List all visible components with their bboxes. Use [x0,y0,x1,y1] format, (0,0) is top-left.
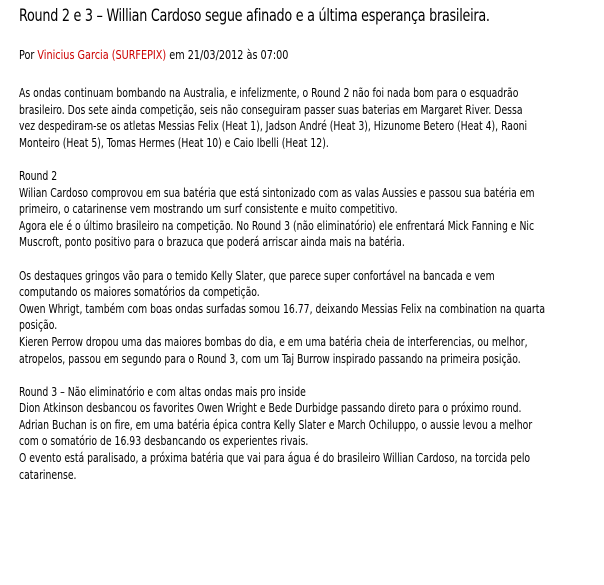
body-line: Monteiro (Heat 5), Tomas Hermes (Heat 10) e Caio Ibelli (Heat 12). [19,135,329,150]
paragraph-intro [19,85,601,151]
body-line: O evento está paralisado, a próxima batéria que vai para água é do brasileiro Willian Cardoso, na torcida pelo [19,451,531,466]
body-line: posição. [19,318,58,333]
body-line: Kieren Perrow dropou uma das maiores bombas do dia, e em uma batéria cheia de interferencias, ou melhor, [19,334,528,349]
body-line: com o somatório de 16.93 desbancando os experientes rivais. [19,434,309,449]
body-line: Wilian Cardoso comprovou em sua batéria que está sintonizado com as valas Aussies e passou sua batéria em [19,185,535,200]
body-line: Adrian Buchan is on fire, em uma batéria épica contra Kelly Slater e March Ochiluppo, o aussie levou a melhor [19,417,533,432]
body-line: Agora ele é o último brasileiro na competição. No Round 3 (não eliminatório) ele enfrentará Mick Fanning e Nic [19,218,535,233]
section-heading-round-3: Round 3 – Não eliminatório e com altas ondas mais pro inside [19,384,306,399]
byline-prefix: Por [19,47,35,62]
article-title: Round 2 e 3 – Willian Cardoso segue afinado e a última esperança brasileira. [19,6,490,25]
body-line: catarinense. [19,467,77,482]
body-line: computando os maiores somatórios da competição. [19,285,260,300]
body-line: Muscroft, ponto positivo para o brazuca que poderá arriscar ainda mais na batéria. [19,235,405,250]
byline-date: em 21/03/2012 às 07:00 [169,47,289,62]
body-line: Os destaques gringos vão para o temido Kelly Slater, que parece super confortável na bancada e vem [19,268,495,283]
paragraph-highlights [19,268,601,368]
paragraph-round-2 [19,168,601,251]
body-line: primeiro, o catarinense vem mostrando um surf consistente e muito competitivo. [19,202,398,217]
body-line: atropelos, passou em segundo para o Round 3, com um Taj Burrow inspirado passando na primeira posição. [19,351,521,366]
article [19,0,601,500]
body-line: brasileiro. Dos sete ainda competição, seis não conseguiram passer suas baterias em Margaret River. Dessa [19,102,523,117]
article-body [19,85,601,483]
paragraph-round-3 [19,384,601,484]
author-link[interactable]: Vinicius Garcia (SURFEPIX) [37,47,167,62]
body-line: Dion Atkinson desbancou os favorites Owen Wright e Bede Durbidge passando direto para o próximo round. [19,401,522,416]
body-line: As ondas continuam bombando na Australia, e infelizmente, o Round 2 não foi nada bom para o esquadrão [19,86,519,100]
byline [19,47,520,63]
section-heading-round-2: Round 2 [19,168,58,183]
body-line: vez despediram-se os atletas Messias Felix (Heat 1), Jadson André (Heat 3), Hizunome Betero (Heat 4), Raoni [19,119,528,134]
body-line: Owen Whrigt, também com boas ondas surfadas somou 16.77, deixando Messias Felix na combination na quarta [19,301,546,316]
